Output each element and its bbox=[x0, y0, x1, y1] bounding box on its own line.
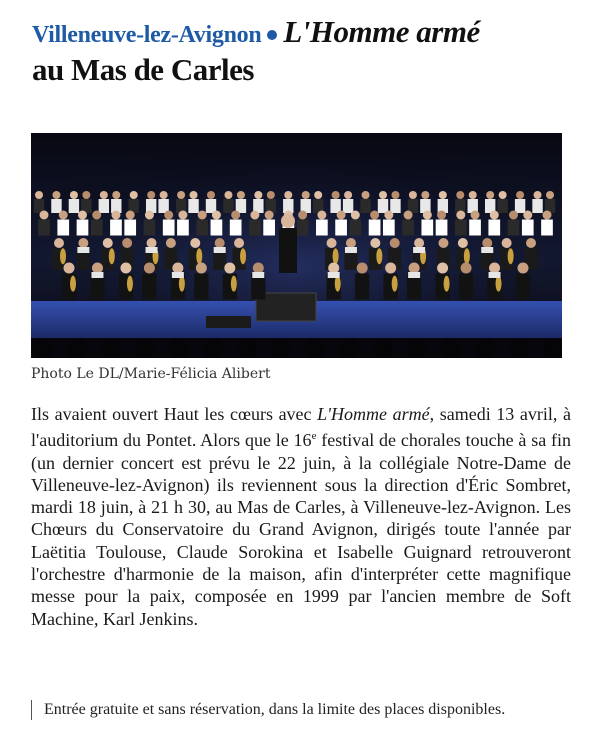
headline bbox=[32, 14, 582, 88]
article-title-reference: L'Homme armé bbox=[317, 404, 430, 424]
article-title-italic: L'Homme armé bbox=[283, 14, 480, 49]
article-body bbox=[31, 403, 571, 630]
bullet-icon bbox=[267, 30, 277, 40]
photo-caption: Photo Le DL/Marie-Félicia Alibert bbox=[31, 366, 271, 382]
concert-photo bbox=[31, 133, 562, 358]
article-text-2: , samedi 13 avril, à l'auditorium du Pontet. Alors que le 16 bbox=[31, 404, 571, 451]
article-text-3: festival de chorales touche à sa fin (un dernier concert est prévu le 22 juin, à la collégiale Notre-Dame de Villeneuve-lez-Avignon) ils reviennent sous la direction d'Éric Sombret, mardi 18 juin, à 21 h 30, au Mas de Carles, à Villeneuve-lez-Avignon. Les Chœurs du Conservatoire du Grand Avignon, dirigés toute l'année par Laëtitia Toulouse, Claude Sorokina et Isabelle Guignard retrouveront l'orchestre d'harmonie de la maison, afin d'interpréter cette magnifique messe pour la paix, composée en 1999 par l'ancien membre de Soft Machine, Karl Jenkins. bbox=[31, 430, 571, 629]
article-title-line-2: au Mas de Carles bbox=[32, 52, 254, 87]
article-text-1: Ils avaient ouvert Haut les cœurs avec bbox=[31, 404, 318, 424]
ordinal-superscript: e bbox=[311, 430, 317, 443]
concert-photo-image bbox=[31, 133, 562, 358]
headline-line-1 bbox=[32, 14, 582, 50]
location-label: Villeneuve-lez-Avignon bbox=[32, 22, 262, 48]
admission-note: Entrée gratuite et sans réservation, dans la limite des places disponibles. bbox=[31, 700, 564, 720]
